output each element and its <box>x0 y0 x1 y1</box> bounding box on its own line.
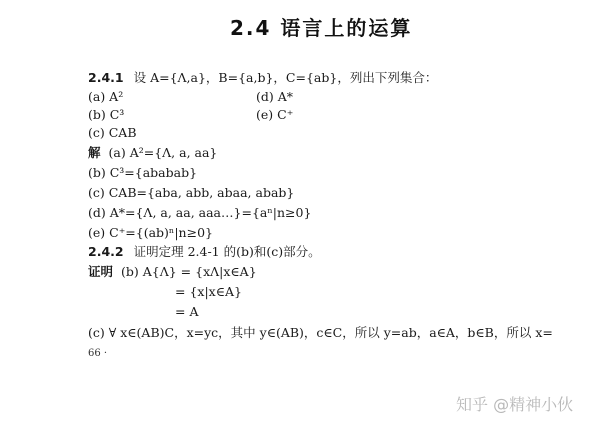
page-number: 66 · <box>88 348 108 359</box>
item-b: (b) C³ <box>88 107 125 122</box>
watermark: 知乎 @精神小伙 <box>456 395 574 414</box>
problem-text: 设 A={Λ,a}，B={a,b}，C={ab}，列出下列集合： <box>133 70 438 85</box>
proof-line-4: (c) ∀ x∈(AB)C，x=yc，其中 y∈(AB)，c∈C，所以 y=ab，a∈A，b∈B，所以 x= <box>88 325 553 340</box>
solution-a-text: (a) A²={Λ, a, aa} <box>108 145 218 160</box>
solution-d: (d) A*={Λ, a, aa, aaa…}={aⁿ|n≥0} <box>88 205 312 220</box>
proof-line-1 <box>88 264 257 279</box>
proof-label: 证明 <box>88 264 114 279</box>
solution-e: (e) C⁺={(ab)ⁿ|n≥0} <box>88 225 213 240</box>
solution-b: (b) C³={ababab} <box>88 165 198 180</box>
item-e: (e) C⁺ <box>256 107 294 122</box>
problem-number: 2.4.1 <box>88 70 124 85</box>
problem-number: 2.4.2 <box>88 244 124 259</box>
problem-2-4-2 <box>88 244 321 259</box>
item-a: (a) A² <box>88 89 124 104</box>
item-c: (c) CAB <box>88 125 137 140</box>
solution-c: (c) CAB={aba, abb, abaa, abab} <box>88 185 295 200</box>
proof-line-2: = {x|x∈A} <box>175 284 242 299</box>
proof-line-3: = A <box>175 304 199 319</box>
proof-line-1-text: (b) A{Λ} = {xΛ|x∈A} <box>121 264 257 279</box>
section-title: 2.4 语言上的运算 <box>230 16 413 40</box>
solution-label: 解 <box>88 145 101 160</box>
item-d: (d) A* <box>256 89 294 104</box>
solution-a <box>88 145 217 160</box>
problem-text: 证明定理 2.4-1 的(b)和(c)部分。 <box>133 244 321 259</box>
problem-2-4-1 <box>88 70 437 85</box>
